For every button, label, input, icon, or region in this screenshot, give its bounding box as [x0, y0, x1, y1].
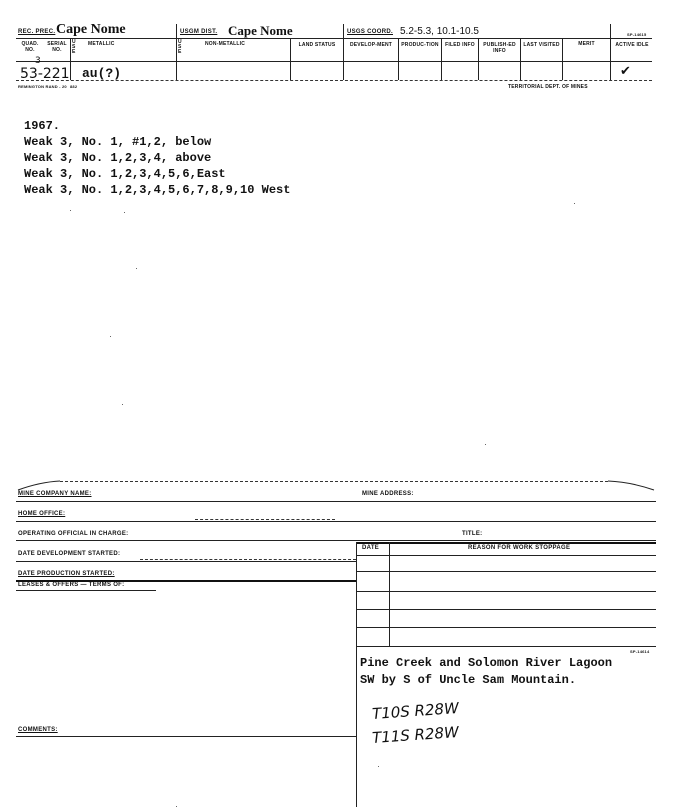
notes-line: Weak 3, No. 1,2,3,4,5,6,7,8,9,10 West	[24, 183, 291, 197]
mine-company-name-label: MINE COMPANY NAME:	[18, 491, 92, 497]
col-filed-info: FILED INFO	[445, 42, 475, 48]
rule	[16, 736, 356, 737]
col-production: PRODUC-TION	[401, 42, 439, 48]
col-metallic: METALLIC	[88, 41, 115, 47]
stoppage-rule	[356, 627, 656, 628]
home-office-dots	[195, 519, 335, 520]
col-quad-no: QUAD. NO.	[21, 41, 39, 53]
form-number-2: SP-14614	[630, 649, 650, 654]
department-mark: TERRITORIAL DEPT. OF MINES	[508, 84, 588, 90]
col-published-info: PUBLISH-ED INFO	[483, 42, 516, 54]
stoppage-date-header: DATE	[362, 545, 380, 551]
operating-official-label: OPERATING OFFICIAL IN CHARGE:	[18, 531, 129, 537]
col-sep	[70, 38, 71, 80]
quad-superscript: 3	[35, 56, 41, 66]
handwritten-township-1: T10S R28W	[371, 698, 460, 724]
rule	[16, 501, 656, 502]
leases-offers-label: LEASES & OFFERS — TERMS OF:	[18, 582, 125, 588]
col-sep	[290, 38, 291, 80]
metallic-value: au(?)	[82, 66, 122, 81]
col-nonmetallic: NON-METALLIC	[205, 41, 246, 47]
col-serial-no: SERIAL NO.	[47, 41, 67, 53]
col-sep	[176, 24, 177, 80]
usgm-dist-value: Cape Nome	[228, 23, 293, 38]
title-label: TITLE:	[462, 531, 483, 537]
header-rule-mid	[16, 61, 652, 62]
printer-code: 882	[70, 84, 78, 89]
stoppage-date-sep	[389, 542, 390, 646]
notes-block	[24, 118, 290, 198]
usgs-coord-value: 5.2-5.3, 10.1-10.5	[400, 26, 479, 37]
quad-serial-value: 53-221	[20, 66, 70, 82]
rule	[16, 540, 656, 541]
active-idle-mark: ✔	[620, 63, 631, 78]
stoppage-left	[356, 542, 357, 807]
stoppage-rule	[356, 571, 656, 572]
location-line: Pine Creek and Solomon River Lagoon	[360, 656, 613, 670]
notes-line: Weak 3, No. 1, #1,2, below	[24, 135, 212, 149]
printer-mark: REMINGTON RAND - 20	[18, 84, 67, 89]
handwritten-township-2: T11S R28W	[371, 722, 460, 748]
col-active-idle: ACTIVE IDLE	[615, 42, 649, 48]
rule	[16, 590, 156, 591]
rule	[16, 521, 656, 522]
notes-line: Weak 3, No. 1,2,3,4,5,6,East	[24, 167, 226, 181]
stoppage-top	[356, 542, 656, 544]
usgs-coord-label: USGS COORD.	[347, 29, 393, 35]
lower-top-curve	[16, 478, 656, 492]
home-office-label: HOME OFFICE:	[18, 511, 66, 517]
stoppage-rule	[356, 591, 656, 592]
rec-prec-label: REC. PREC.	[18, 29, 56, 35]
header-rule-top	[16, 38, 652, 39]
date-dev-started-label: DATE DEVELOPMENT STARTED:	[18, 551, 121, 557]
date-dev-dots	[140, 559, 356, 560]
col-last-visited: LAST VISITED	[523, 42, 560, 48]
notes-year: 1967.	[24, 119, 61, 133]
form-number: SP-14615	[627, 32, 647, 37]
col-sep	[343, 24, 344, 80]
comments-label: COMMENTS:	[18, 727, 58, 733]
col-merit: MERIT	[578, 41, 595, 47]
rule	[16, 561, 356, 562]
col-metallic-use: U S E	[72, 39, 76, 55]
mine-address-label: MINE ADDRESS:	[362, 491, 414, 497]
date-prod-started-label: DATE PRODUCTION STARTED:	[18, 571, 115, 577]
stoppage-rule	[356, 646, 656, 647]
stoppage-rule	[356, 555, 656, 556]
location-line: SW by S of Uncle Sam Mountain.	[360, 673, 577, 687]
location-block	[360, 655, 612, 689]
col-nonmetallic-use: U S E	[178, 39, 182, 55]
col-land-status: LAND STATUS	[298, 42, 336, 48]
stoppage-rule	[356, 609, 656, 610]
col-development: DEVELOP-MENT	[349, 42, 393, 48]
col-sep	[610, 24, 611, 80]
notes-line: Weak 3, No. 1,2,3,4, above	[24, 151, 212, 165]
stoppage-reason-header: REASON FOR WORK STOPPAGE	[468, 545, 571, 551]
rec-prec-value: Cape Nome	[56, 22, 126, 37]
usgm-dist-label: USGM DIST.	[180, 29, 218, 35]
